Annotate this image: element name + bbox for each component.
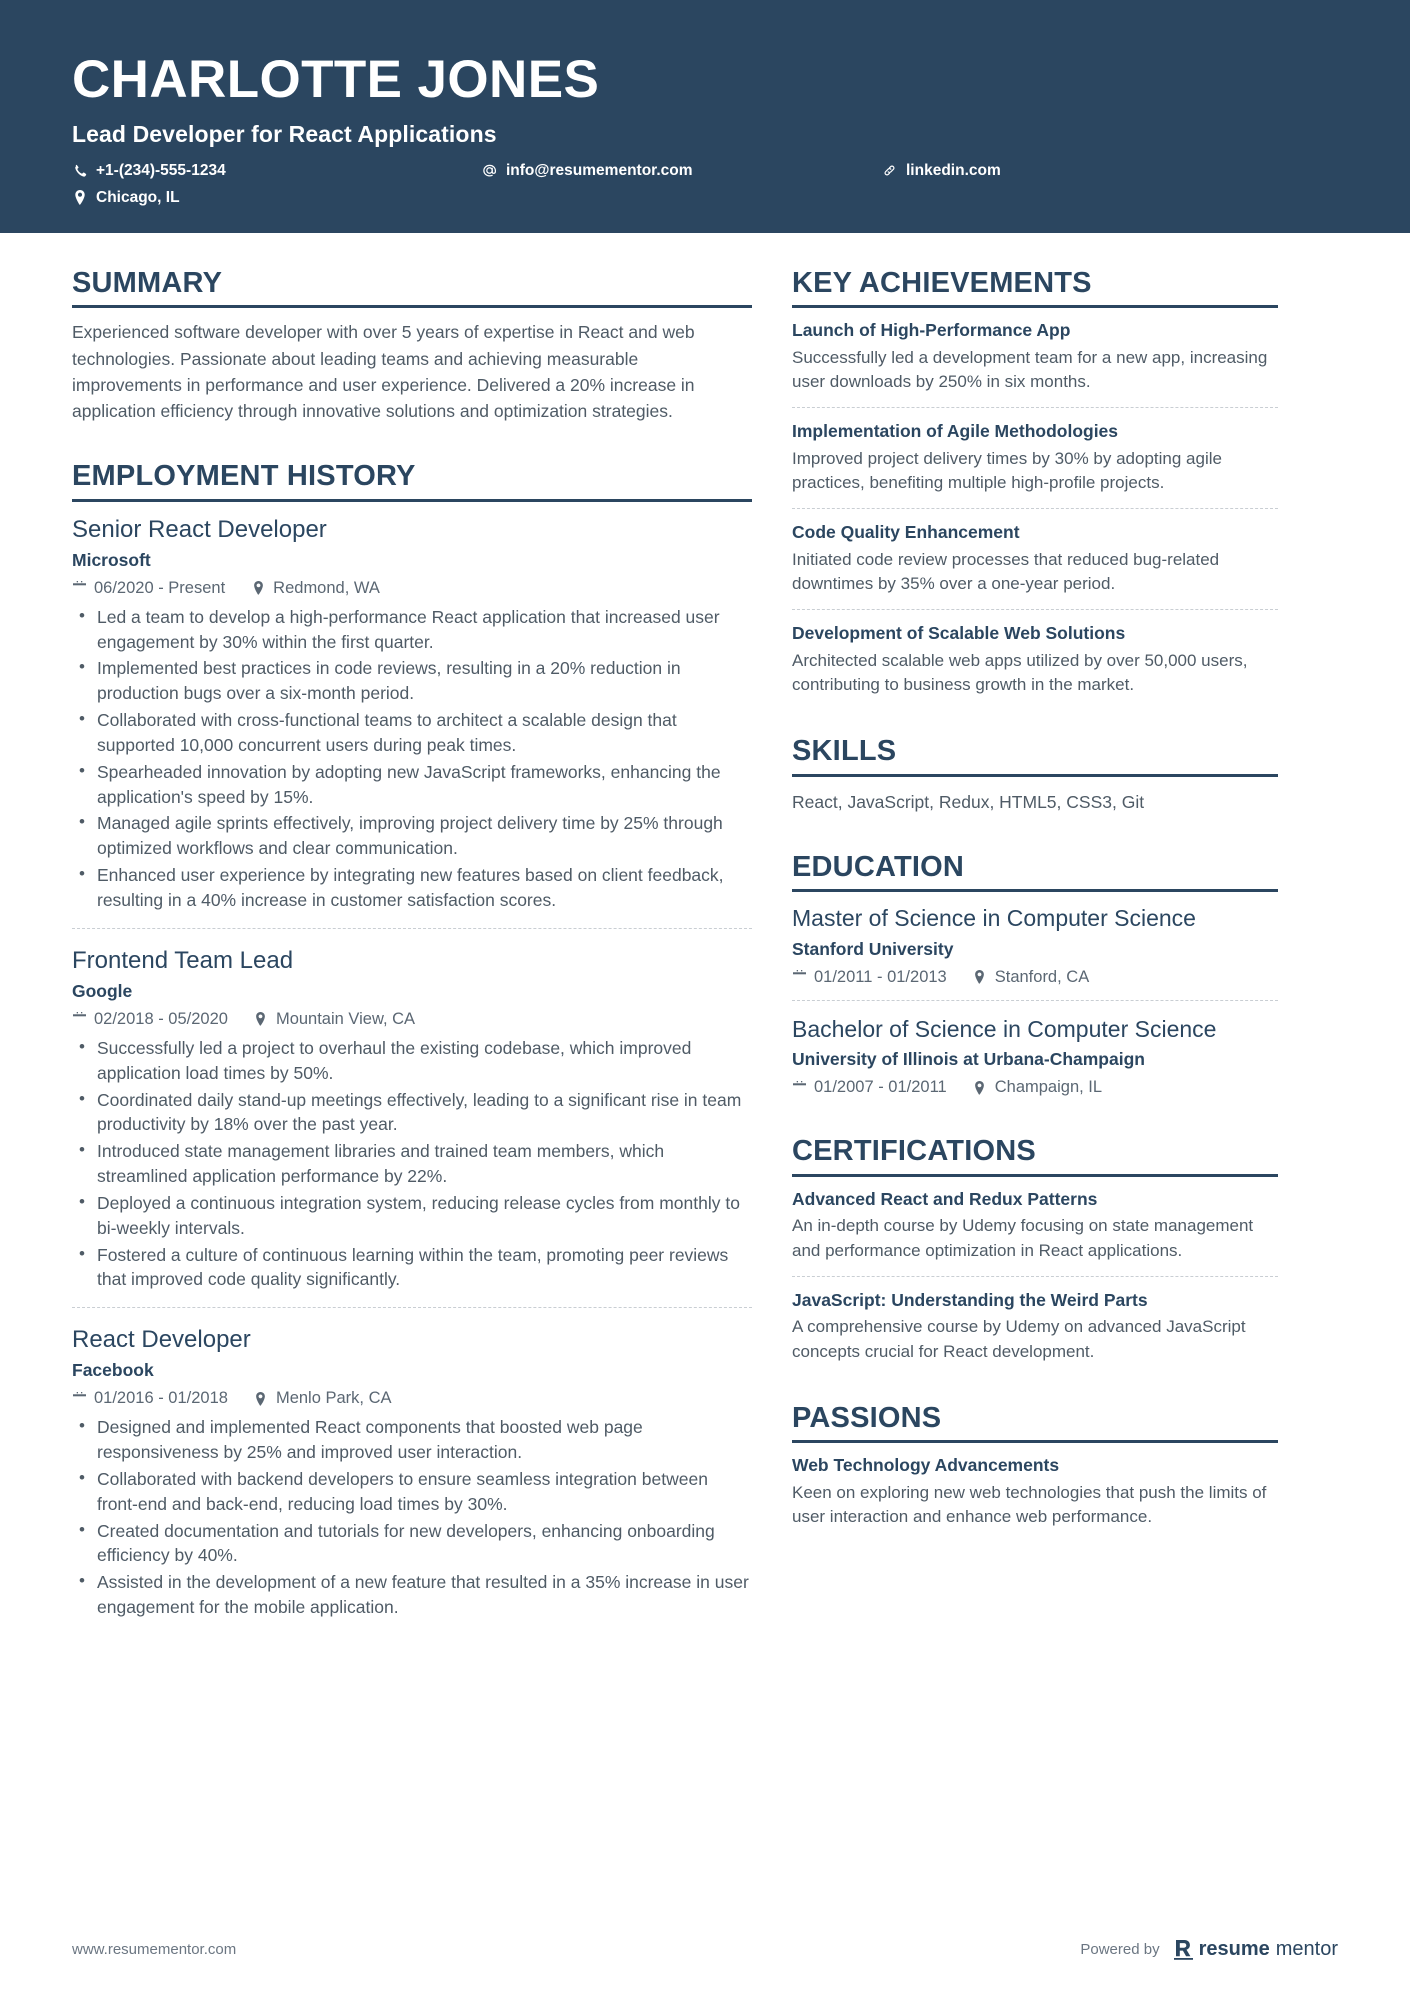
location-pin-icon [72, 190, 87, 205]
contact-location [72, 189, 482, 207]
job-entry [72, 946, 752, 1312]
list-item: • Fostered a culture of continuous learning within the team, promoting peer reviews that improved code quality significantly. [72, 1243, 752, 1293]
location-pin-icon [254, 1012, 268, 1027]
education-location-text: Stanford, CA [994, 967, 1090, 986]
job-bullets [72, 1036, 752, 1292]
list-item: • Led a team to develop a high-performance React application that increased user engagement by 30% within the first quarter. [72, 605, 752, 655]
list-item: • Deployed a continuous integration system, reducing release cycles from monthly to bi-weekly intervals. [72, 1191, 752, 1241]
skills-rule [792, 774, 1278, 777]
job-title-subtitle: Lead Developer for React Applications [72, 120, 497, 147]
job-dates-text: 02/2018 - 05/2020 [94, 1009, 228, 1028]
education-item [792, 1015, 1278, 1099]
spacer [792, 705, 1278, 735]
job-entry [72, 1325, 752, 1626]
contact-location-text: Chicago, IL [96, 188, 180, 206]
education-dates-text: 01/2007 - 01/2011 [814, 1078, 947, 1097]
job-meta [72, 1389, 752, 1408]
location-pin-icon [973, 1080, 987, 1095]
list-item: • Successfully led a project to overhaul the existing codebase, which improved application load times by 50%. [72, 1036, 752, 1086]
education-school: University of Illinois at Urbana-Champaign [792, 1049, 1145, 1070]
list-item: • Introduced state management libraries and trained team members, which streamlined application performance by 22%. [72, 1139, 752, 1189]
education-item [792, 904, 1278, 1002]
certification-item [792, 1289, 1278, 1366]
employment-rule [72, 499, 752, 502]
education-heading: EDUCATION [792, 851, 965, 884]
location-pin-icon [973, 970, 987, 985]
resume-footer [0, 1938, 1410, 1995]
job-role: React Developer [72, 1326, 251, 1354]
list-item: • Designed and implemented React components that boosted web page responsiveness by 25% and improved user interaction. [72, 1415, 752, 1465]
job-meta [72, 579, 752, 598]
achievement-item [792, 521, 1278, 612]
skills-list: React, JavaScript, Redux, HTML5, CSS3, Git [792, 791, 1145, 812]
certification-title: Advanced React and Redux Patterns [792, 1188, 1098, 1209]
key-achievements-rule [792, 305, 1278, 308]
logo-text-light: mentor [1275, 1938, 1338, 1960]
entry-separator [72, 1307, 752, 1308]
job-dates [72, 579, 225, 598]
entry-separator [792, 1276, 1278, 1277]
job-location [251, 579, 380, 598]
entry-separator [72, 928, 752, 929]
entry-separator [792, 508, 1278, 509]
achievement-desc: Successfully led a development team for a new app, increasing user downloads by 250% in six months. [792, 348, 1268, 392]
summary-text: Experienced software developer with over 5 years of expertise in React and web technologies. Passionate about leading teams and achieving measurable improvements in performance and user experience. Delivered a 20% increase in application efficiency through innovative solutions and optimization strategies. [72, 322, 695, 422]
achievement-title: Launch of High-Performance App [792, 320, 1071, 341]
job-bullets [72, 605, 752, 913]
passion-item [792, 1454, 1278, 1531]
spacer [72, 430, 752, 460]
job-role: Frontend Team Lead [72, 946, 294, 974]
right-column [792, 233, 1278, 1537]
entry-separator [792, 609, 1278, 610]
section-passions [792, 1402, 1278, 1531]
job-location-text: Menlo Park, CA [275, 1389, 392, 1408]
achievement-desc: Initiated code review processes that reduced bug-related downtimes by 35% over a one-year period. [792, 550, 1220, 594]
list-item: • Collaborated with backend developers to ensure seamless integration between front-end and back-end, reducing load times by 30%. [72, 1467, 752, 1517]
key-achievements-heading: KEY ACHIEVEMENTS [792, 267, 1092, 299]
entry-separator [792, 1000, 1278, 1001]
job-company: Facebook [72, 1360, 154, 1381]
education-meta [792, 1078, 1278, 1097]
passions-rule [792, 1440, 1278, 1443]
job-dates [72, 1389, 228, 1408]
education-dates [792, 1078, 947, 1097]
resumementor-logo [1174, 1938, 1338, 1961]
logo-text-bold: resume [1198, 1938, 1270, 1960]
achievement-item [792, 420, 1278, 511]
job-dates [72, 1010, 228, 1029]
list-item: • Spearheaded innovation by adopting new JavaScript frameworks, enhancing the application's speed by 15%. [72, 760, 752, 810]
at-sign-icon [482, 163, 497, 178]
job-bullets [72, 1415, 752, 1620]
list-item: • Implemented best practices in code reviews, resulting in a 20% reduction in production bugs over a six-month period. [72, 656, 752, 706]
education-school: Stanford University [792, 938, 954, 959]
calendar-icon [72, 1012, 86, 1027]
contact-column-2 [482, 162, 882, 180]
certification-desc: An in-depth course by Udemy focusing on state management and performance optimization in React applications. [792, 1216, 1254, 1260]
contact-column-1 [72, 162, 482, 207]
job-dates-text: 01/2016 - 01/2018 [94, 1389, 228, 1408]
contact-column-3 [882, 162, 1001, 180]
entry-separator [792, 407, 1278, 408]
achievement-title: Code Quality Enhancement [792, 522, 1020, 543]
page-title: CHARLOTTE JONES [72, 50, 600, 109]
education-rule [792, 889, 1278, 892]
contact-linkedin-text: linkedin.com [906, 161, 1001, 179]
job-entry [72, 515, 752, 933]
certification-item [792, 1188, 1278, 1279]
calendar-icon [792, 1080, 806, 1095]
contact-email[interactable] [482, 162, 882, 180]
section-certifications [792, 1135, 1278, 1365]
spacer [792, 821, 1278, 851]
spacer [792, 1372, 1278, 1402]
achievement-item [792, 319, 1278, 410]
section-key-achievements [792, 267, 1278, 699]
job-meta [72, 1010, 752, 1029]
powered-by-label: Powered by [1080, 1941, 1160, 1958]
spacer [792, 1105, 1278, 1135]
job-location-text: Mountain View, CA [275, 1009, 416, 1028]
employment-heading: EMPLOYMENT HISTORY [72, 460, 416, 493]
list-item: • Created documentation and tutorials for new developers, enhancing onboarding efficiency by 40%. [72, 1519, 752, 1569]
certifications-rule [792, 1174, 1278, 1177]
footer-website[interactable]: www.resumementor.com [72, 1941, 237, 1958]
job-company: Google [72, 980, 133, 1001]
education-location [973, 1078, 1102, 1097]
resume-header [0, 0, 1410, 233]
education-degree: Master of Science in Computer Science [792, 905, 1196, 932]
left-column [72, 233, 792, 1632]
resumementor-mark-icon [1174, 1939, 1193, 1960]
location-pin-icon [251, 581, 265, 596]
job-dates-text: 06/2020 - Present [94, 578, 226, 597]
contact-linkedin[interactable] [882, 162, 1001, 180]
passion-title: Web Technology Advancements [792, 1454, 1060, 1475]
passions-heading: PASSIONS [792, 1401, 942, 1434]
list-item: • Enhanced user experience by integrating new features based on client feedback, resulting in a 40% increase in customer satisfaction scores. [72, 863, 752, 913]
achievement-item [792, 622, 1278, 699]
resume-body [0, 233, 1410, 1938]
education-dates-text: 01/2011 - 01/2013 [814, 967, 947, 986]
job-location [254, 1010, 415, 1029]
education-degree: Bachelor of Science in Computer Science [792, 1015, 1217, 1042]
section-employment [72, 460, 752, 1626]
achievement-title: Implementation of Agile Methodologies [792, 421, 1119, 442]
achievement-desc: Improved project delivery times by 30% by adopting agile practices, benefiting multiple high-profile projects. [792, 449, 1222, 493]
summary-heading: SUMMARY [72, 267, 223, 299]
section-education [792, 851, 1278, 1099]
job-role: Senior React Developer [72, 515, 327, 543]
contact-phone[interactable] [72, 162, 482, 180]
location-pin-icon [254, 1391, 268, 1406]
link-icon [882, 163, 897, 178]
certifications-heading: CERTIFICATIONS [792, 1135, 1036, 1168]
summary-rule [72, 305, 752, 308]
passion-desc: Keen on exploring new web technologies that push the limits of user interaction and enhance web performance. [792, 1482, 1267, 1526]
contact-row [72, 162, 1338, 207]
education-location [973, 968, 1089, 987]
calendar-icon [72, 1391, 86, 1406]
footer-branding [1080, 1938, 1338, 1961]
phone-icon [72, 163, 87, 178]
skills-heading: SKILLS [792, 735, 897, 768]
list-item: • Assisted in the development of a new feature that resulted in a 35% increase in user engagement for the mobile application. [72, 1570, 752, 1620]
certification-title: JavaScript: Understanding the Weird Parts [792, 1289, 1148, 1310]
list-item: • Collaborated with cross-functional teams to architect a scalable design that supported 10,000 concurrent users during peak times. [72, 708, 752, 758]
calendar-icon [792, 970, 806, 985]
list-item: • Managed agile sprints effectively, improving project delivery time by 25% through optimized workflows and clear communication. [72, 811, 752, 861]
section-summary [72, 267, 752, 424]
job-location [254, 1389, 392, 1408]
contact-phone-text: +1-(234)-555-1234 [96, 161, 226, 179]
achievement-desc: Architected scalable web apps utilized by over 50,000 users, contributing to business growth in the market. [792, 651, 1248, 695]
calendar-icon [72, 581, 86, 596]
education-meta [792, 968, 1278, 987]
achievement-title: Development of Scalable Web Solutions [792, 623, 1126, 644]
job-company: Microsoft [72, 549, 151, 570]
education-dates [792, 968, 947, 987]
section-skills [792, 735, 1278, 815]
education-location-text: Champaign, IL [994, 1078, 1103, 1097]
contact-email-text: info@resumementor.com [506, 161, 693, 179]
certification-desc: A comprehensive course by Udemy on advanced JavaScript concepts crucial for React development. [792, 1317, 1246, 1361]
job-location-text: Redmond, WA [273, 578, 380, 597]
list-item: • Coordinated daily stand-up meetings effectively, leading to a significant rise in team productivity by 18% over the past year. [72, 1088, 752, 1138]
